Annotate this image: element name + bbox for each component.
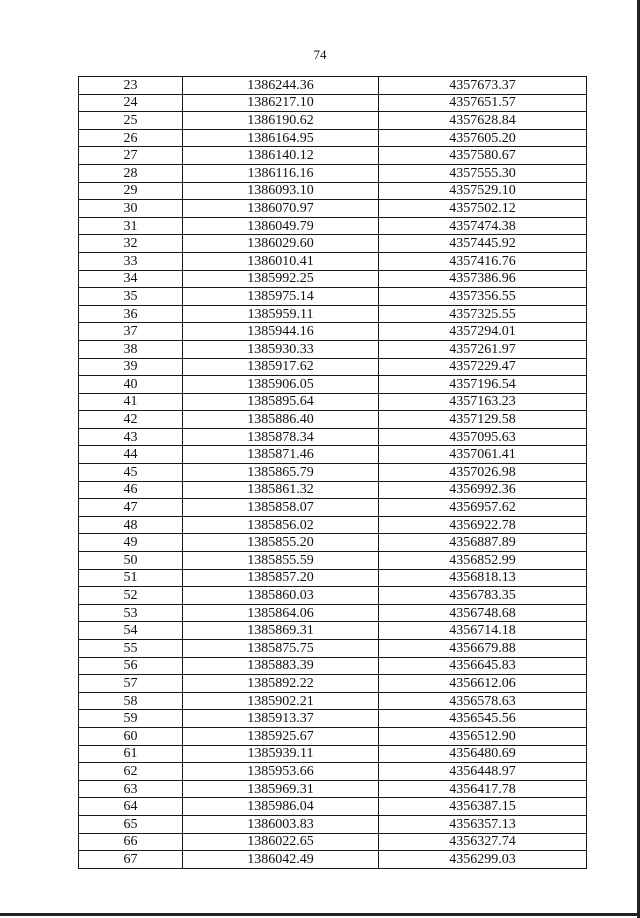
- x-coordinate-cell: 1385857.20: [183, 569, 379, 587]
- point-number-cell: 64: [79, 798, 183, 816]
- x-coordinate-cell: 1385969.31: [183, 780, 379, 798]
- y-coordinate-cell: 4356327.74: [379, 833, 587, 851]
- y-coordinate-cell: 4357416.76: [379, 252, 587, 270]
- y-coordinate-cell: 4356645.83: [379, 657, 587, 675]
- y-coordinate-cell: 4357386.96: [379, 270, 587, 288]
- point-number-cell: 25: [79, 112, 183, 130]
- x-coordinate-cell: 1386049.79: [183, 217, 379, 235]
- y-coordinate-cell: 4357580.67: [379, 147, 587, 165]
- point-number-cell: 61: [79, 745, 183, 763]
- table-row: [79, 604, 587, 622]
- table-row: [79, 780, 587, 798]
- x-coordinate-cell: 1385861.32: [183, 481, 379, 499]
- x-coordinate-cell: 1385953.66: [183, 763, 379, 781]
- point-number-cell: 36: [79, 305, 183, 323]
- point-number-cell: 24: [79, 94, 183, 112]
- point-number-cell: 52: [79, 587, 183, 605]
- table-row: [79, 516, 587, 534]
- y-coordinate-cell: 4357605.20: [379, 129, 587, 147]
- x-coordinate-cell: 1385930.33: [183, 340, 379, 358]
- point-number-cell: 29: [79, 182, 183, 200]
- point-number-cell: 60: [79, 727, 183, 745]
- y-coordinate-cell: 4356748.68: [379, 604, 587, 622]
- point-number-cell: 63: [79, 780, 183, 798]
- point-number-cell: 33: [79, 252, 183, 270]
- point-number-cell: 37: [79, 323, 183, 341]
- point-number-cell: 48: [79, 516, 183, 534]
- y-coordinate-cell: 4357356.55: [379, 288, 587, 306]
- point-number-cell: 51: [79, 569, 183, 587]
- table-row: [79, 252, 587, 270]
- table-row: [79, 376, 587, 394]
- table-row: [79, 833, 587, 851]
- y-coordinate-cell: 4357129.58: [379, 411, 587, 429]
- point-number-cell: 54: [79, 622, 183, 640]
- x-coordinate-cell: 1385875.75: [183, 640, 379, 658]
- table-row: [79, 164, 587, 182]
- x-coordinate-cell: 1385871.46: [183, 446, 379, 464]
- y-coordinate-cell: 4357261.97: [379, 340, 587, 358]
- x-coordinate-cell: 1386164.95: [183, 129, 379, 147]
- y-coordinate-cell: 4356679.88: [379, 640, 587, 658]
- table-row: [79, 77, 587, 95]
- y-coordinate-cell: 4357502.12: [379, 200, 587, 218]
- y-coordinate-cell: 4357445.92: [379, 235, 587, 253]
- x-coordinate-cell: 1385865.79: [183, 464, 379, 482]
- point-number-cell: 35: [79, 288, 183, 306]
- x-coordinate-cell: 1385944.16: [183, 323, 379, 341]
- x-coordinate-cell: 1385992.25: [183, 270, 379, 288]
- table-row: [79, 464, 587, 482]
- y-coordinate-cell: 4357061.41: [379, 446, 587, 464]
- table-row: [79, 622, 587, 640]
- point-number-cell: 66: [79, 833, 183, 851]
- y-coordinate-cell: 4356357.13: [379, 815, 587, 833]
- scan-border-bottom: [0, 913, 640, 916]
- y-coordinate-cell: 4356957.62: [379, 499, 587, 517]
- point-number-cell: 23: [79, 77, 183, 95]
- y-coordinate-cell: 4357294.01: [379, 323, 587, 341]
- x-coordinate-cell: 1386070.97: [183, 200, 379, 218]
- coordinates-table-body: [79, 77, 587, 869]
- point-number-cell: 39: [79, 358, 183, 376]
- x-coordinate-cell: 1386217.10: [183, 94, 379, 112]
- point-number-cell: 46: [79, 481, 183, 499]
- point-number-cell: 40: [79, 376, 183, 394]
- y-coordinate-cell: 4356992.36: [379, 481, 587, 499]
- table-row: [79, 411, 587, 429]
- y-coordinate-cell: 4356417.78: [379, 780, 587, 798]
- x-coordinate-cell: 1386010.41: [183, 252, 379, 270]
- table-row: [79, 358, 587, 376]
- x-coordinate-cell: 1385917.62: [183, 358, 379, 376]
- x-coordinate-cell: 1385939.11: [183, 745, 379, 763]
- table-row: [79, 675, 587, 693]
- table-row: [79, 323, 587, 341]
- table-row: [79, 851, 587, 869]
- y-coordinate-cell: 4357474.38: [379, 217, 587, 235]
- table-row: [79, 569, 587, 587]
- table-row: [79, 587, 587, 605]
- table-row: [79, 270, 587, 288]
- table-row: [79, 112, 587, 130]
- x-coordinate-cell: 1386116.16: [183, 164, 379, 182]
- table-row: [79, 217, 587, 235]
- x-coordinate-cell: 1385986.04: [183, 798, 379, 816]
- y-coordinate-cell: 4356818.13: [379, 569, 587, 587]
- y-coordinate-cell: 4357325.55: [379, 305, 587, 323]
- y-coordinate-cell: 4357529.10: [379, 182, 587, 200]
- y-coordinate-cell: 4356480.69: [379, 745, 587, 763]
- x-coordinate-cell: 1385858.07: [183, 499, 379, 517]
- point-number-cell: 44: [79, 446, 183, 464]
- table-row: [79, 763, 587, 781]
- table-row: [79, 710, 587, 728]
- table-row: [79, 393, 587, 411]
- x-coordinate-cell: 1385959.11: [183, 305, 379, 323]
- y-coordinate-cell: 4356387.15: [379, 798, 587, 816]
- y-coordinate-cell: 4356714.18: [379, 622, 587, 640]
- x-coordinate-cell: 1385883.39: [183, 657, 379, 675]
- y-coordinate-cell: 4357095.63: [379, 428, 587, 446]
- x-coordinate-cell: 1385886.40: [183, 411, 379, 429]
- table-row: [79, 94, 587, 112]
- table-row: [79, 481, 587, 499]
- point-number-cell: 28: [79, 164, 183, 182]
- point-number-cell: 43: [79, 428, 183, 446]
- table-row: [79, 182, 587, 200]
- y-coordinate-cell: 4356887.89: [379, 534, 587, 552]
- point-number-cell: 32: [79, 235, 183, 253]
- table-row: [79, 552, 587, 570]
- point-number-cell: 57: [79, 675, 183, 693]
- table-row: [79, 288, 587, 306]
- y-coordinate-cell: 4357026.98: [379, 464, 587, 482]
- y-coordinate-cell: 4357229.47: [379, 358, 587, 376]
- x-coordinate-cell: 1386022.65: [183, 833, 379, 851]
- table-row: [79, 446, 587, 464]
- x-coordinate-cell: 1385906.05: [183, 376, 379, 394]
- y-coordinate-cell: 4356783.35: [379, 587, 587, 605]
- table-row: [79, 745, 587, 763]
- coordinates-table: [78, 76, 587, 869]
- table-row: [79, 640, 587, 658]
- table-row: [79, 129, 587, 147]
- point-number-cell: 56: [79, 657, 183, 675]
- point-number-cell: 53: [79, 604, 183, 622]
- table-row: [79, 727, 587, 745]
- y-coordinate-cell: 4356545.56: [379, 710, 587, 728]
- x-coordinate-cell: 1386029.60: [183, 235, 379, 253]
- point-number-cell: 45: [79, 464, 183, 482]
- x-coordinate-cell: 1385913.37: [183, 710, 379, 728]
- table-row: [79, 534, 587, 552]
- y-coordinate-cell: 4356299.03: [379, 851, 587, 869]
- table-row: [79, 147, 587, 165]
- point-number-cell: 42: [79, 411, 183, 429]
- x-coordinate-cell: 1385860.03: [183, 587, 379, 605]
- point-number-cell: 47: [79, 499, 183, 517]
- table-row: [79, 200, 587, 218]
- point-number-cell: 58: [79, 692, 183, 710]
- y-coordinate-cell: 4356612.06: [379, 675, 587, 693]
- y-coordinate-cell: 4356922.78: [379, 516, 587, 534]
- point-number-cell: 50: [79, 552, 183, 570]
- table-row: [79, 499, 587, 517]
- point-number-cell: 41: [79, 393, 183, 411]
- point-number-cell: 65: [79, 815, 183, 833]
- x-coordinate-cell: 1386003.83: [183, 815, 379, 833]
- point-number-cell: 67: [79, 851, 183, 869]
- page-number: 74: [313, 47, 327, 62]
- point-number-cell: 55: [79, 640, 183, 658]
- point-number-cell: 62: [79, 763, 183, 781]
- table-row: [79, 340, 587, 358]
- point-number-cell: 38: [79, 340, 183, 358]
- x-coordinate-cell: 1386140.12: [183, 147, 379, 165]
- point-number-cell: 59: [79, 710, 183, 728]
- y-coordinate-cell: 4357196.54: [379, 376, 587, 394]
- x-coordinate-cell: 1385855.20: [183, 534, 379, 552]
- x-coordinate-cell: 1385878.34: [183, 428, 379, 446]
- x-coordinate-cell: 1386244.36: [183, 77, 379, 95]
- table-row: [79, 815, 587, 833]
- table-row: [79, 692, 587, 710]
- x-coordinate-cell: 1386042.49: [183, 851, 379, 869]
- x-coordinate-cell: 1385902.21: [183, 692, 379, 710]
- x-coordinate-cell: 1385925.67: [183, 727, 379, 745]
- point-number-cell: 26: [79, 129, 183, 147]
- x-coordinate-cell: 1386190.62: [183, 112, 379, 130]
- x-coordinate-cell: 1385869.31: [183, 622, 379, 640]
- point-number-cell: 27: [79, 147, 183, 165]
- point-number-cell: 31: [79, 217, 183, 235]
- point-number-cell: 34: [79, 270, 183, 288]
- y-coordinate-cell: 4356512.90: [379, 727, 587, 745]
- point-number-cell: 30: [79, 200, 183, 218]
- y-coordinate-cell: 4356448.97: [379, 763, 587, 781]
- table-row: [79, 798, 587, 816]
- x-coordinate-cell: 1386093.10: [183, 182, 379, 200]
- table-row: [79, 428, 587, 446]
- y-coordinate-cell: 4357163.23: [379, 393, 587, 411]
- x-coordinate-cell: 1385892.22: [183, 675, 379, 693]
- table-row: [79, 235, 587, 253]
- x-coordinate-cell: 1385855.59: [183, 552, 379, 570]
- x-coordinate-cell: 1385864.06: [183, 604, 379, 622]
- table-row: [79, 305, 587, 323]
- point-number-cell: 49: [79, 534, 183, 552]
- y-coordinate-cell: 4357673.37: [379, 77, 587, 95]
- y-coordinate-cell: 4356852.99: [379, 552, 587, 570]
- x-coordinate-cell: 1385895.64: [183, 393, 379, 411]
- table-row: [79, 657, 587, 675]
- x-coordinate-cell: 1385856.02: [183, 516, 379, 534]
- y-coordinate-cell: 4357651.57: [379, 94, 587, 112]
- y-coordinate-cell: 4357555.30: [379, 164, 587, 182]
- y-coordinate-cell: 4356578.63: [379, 692, 587, 710]
- y-coordinate-cell: 4357628.84: [379, 112, 587, 130]
- x-coordinate-cell: 1385975.14: [183, 288, 379, 306]
